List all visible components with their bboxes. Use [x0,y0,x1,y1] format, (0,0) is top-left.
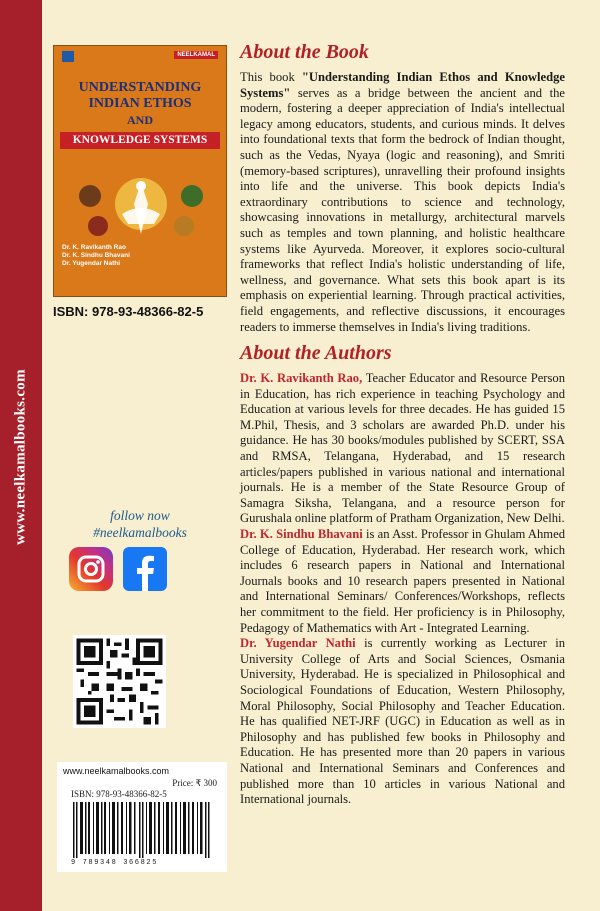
author-bio-text: is an Asst. Professor in Ghulam Ahmed College of Education, Hyderabad. Her research work, which includes 6 research papers in National and International Journals books and 10 research papers presented in National and International Seminars/ Conferences/Workshops, reflects her commitment to the field. Her proficiency is in Philosophy, Pedagogy of Mathematics with Art - Integrated Learning. [240,527,565,635]
spine-band [0,0,42,911]
author-name: Dr. Yugendar Nathi [240,636,356,651]
follow-block [50,507,230,541]
barcode-digits: 9 789348 366825 [71,859,159,867]
qr-code-icon [73,635,166,728]
barcode-icon [73,802,211,858]
cover-artwork-icon [74,174,208,240]
author-bio-text: Teacher Educator and Resource Person in Education, has rich experience in teaching Psychology and Education at various levels for three decades. He has guided 15 M.Phil, Thesis, and 3 scholars are awarded Ph.D. under his guidance. He has 30 books/modules published by SCERT, SSA and RMSA, Telangana, Hyderabad, and 15 research articles/papers published in various national and international journals. He is a member of the State Resource Group of Samagra Siksha, Telangana, and a resource person for Gurushala online platform of Pratham Organization, New Delhi. [240,371,565,526]
cover-title-line4: KNOWLEDGE SYSTEMS [72,134,208,146]
barcode-isbn: ISBN: 978-93-48366-82-5 [71,789,167,799]
about-authors-heading: About the Authors [240,342,392,365]
instagram-icon[interactable] [69,547,113,591]
author-name: Dr. K. Ravikanth Rao, [240,371,363,386]
book-title: "Understanding Indian Ethos and Knowledge Systems" [240,70,565,100]
author-bio [240,636,565,808]
cover-title-line1: UNDERSTANDING [78,80,202,95]
author-bio [240,527,565,636]
isbn-label: ISBN: 978-93-48366-82-5 [53,304,204,319]
cover-author: Dr. K. Ravikanth Rao [62,244,126,251]
cover-title-line2: INDIAN ETHOS [88,96,192,111]
text-column [240,40,565,808]
cover-publisher: NEELKAMAL [174,51,218,59]
price-label: Price: ₹ 300 [172,778,217,788]
barcode-website: www.neelkamalbooks.com [63,766,170,776]
author-name: Dr. K. Sindhu Bhavani [240,527,363,542]
about-book-text [240,70,565,335]
about-book-heading: About the Book [240,41,369,63]
cover-author: Dr. Yugendar Nathi [62,260,121,267]
author-bio-text: is currently working as Lecturer in University College of Arts and Social Sciences, Osmania University, Hyderabad. He is specialized in Philosophical and Sociological Foundations of Education, Western Philosophy, Moral Philosophy, Social Philosophy and Teacher Education. He has qualified NET-JRF (UGC) in Education as well as in Philosophy and has published few books in Philosophy and Education. He has presented more than 20 papers in various National and International Seminars and Conferences and published more than 10 articles in various National and International journals. [240,636,565,807]
author-bio [240,371,565,527]
spine-website: www.neelkamalbooks.com [12,369,29,545]
about-book-intro: This book [240,70,302,84]
barcode-panel [57,762,227,872]
about-book-body: serves as a bridge between the ancient and the modern, fostering a deeper appreciation of India's intellectual legacy among educators, students, and curious minds. It delves into foundational texts that form the bedrock of Indian thought, such as the Vedas, Nyaya (logic and reasoning), and Smriti (memory-based scriptures), unravelling their profound insights into life and the universe. This book depicts India's extraordinary contributions to science and technology, showcasing innovations in metallurgy, architectural marvels such as temples and town planning, and holistic healthcare systems like Ayurveda. Moreover, it explores socio-cultural frameworks that reflect India's holistic understanding of life, wellness, and governance. What sets this book apart is its emphasis on experiential learning. Through practical activities, field engagements, and reflective discussions, it encourages readers to immerse themselves in India's living traditions. [240,85,565,334]
cover-thumbnail [53,45,227,297]
publisher-logo-icon [62,51,74,62]
follow-hashtag: #neelkamalbooks [93,525,187,540]
follow-line1: follow now [110,508,170,523]
facebook-icon[interactable] [123,547,167,591]
cover-author: Dr. K. Sindhu Bhavani [62,252,130,259]
cover-title-line3: AND [127,113,153,127]
cover-authors [62,244,130,268]
